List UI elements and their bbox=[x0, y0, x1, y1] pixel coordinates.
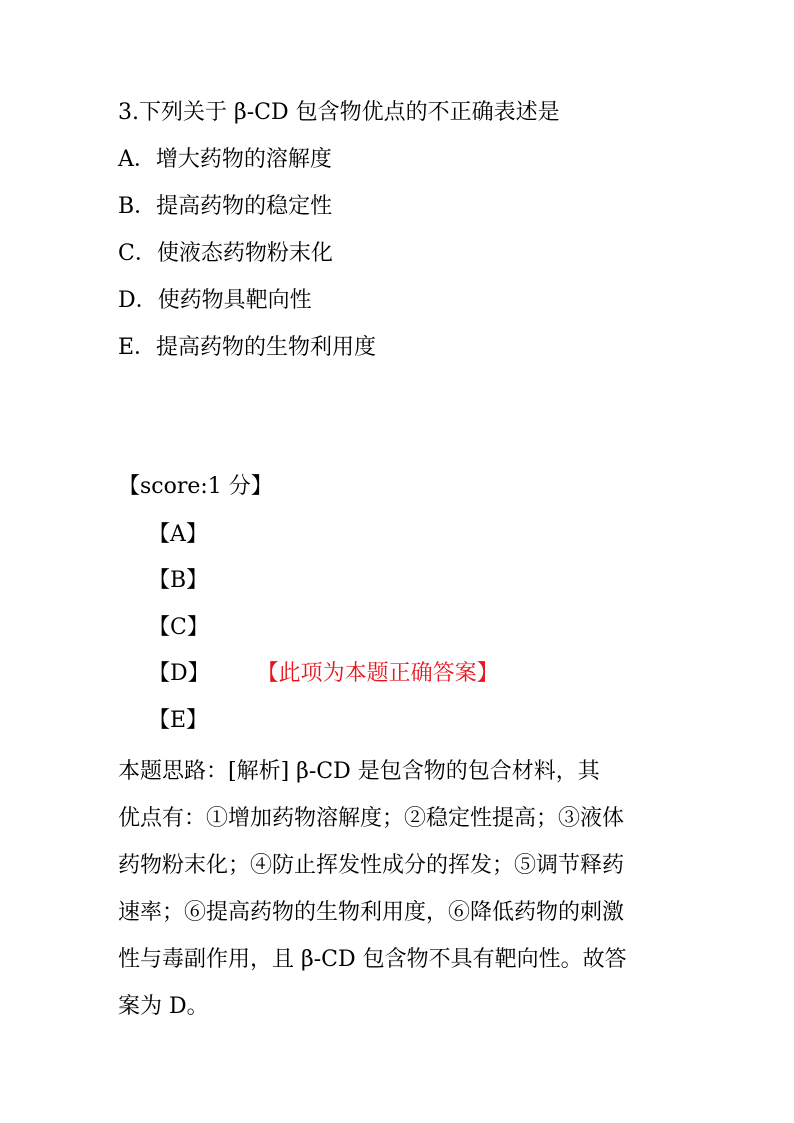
explanation-line: 药物粉末化；④防止挥发性成分的挥发；⑤调节释药 bbox=[118, 853, 625, 878]
answer-b-label: 【B】 bbox=[148, 568, 209, 593]
option-d: D．使药物具靶向性 bbox=[118, 288, 312, 313]
explanation-line: 本题思路：[解析] β-CD 是包含物的包合材料，其 bbox=[118, 759, 600, 784]
answer-a-label: 【A】 bbox=[148, 522, 208, 547]
question-stem: 3.下列关于 β-CD 包含物优点的不正确表述是 bbox=[118, 100, 560, 125]
option-e: E．提高药物的生物利用度 bbox=[118, 335, 377, 360]
answer-d bbox=[148, 659, 499, 689]
answer-c bbox=[148, 613, 209, 643]
explanation-line: 案为 D。 bbox=[118, 994, 209, 1019]
correct-answer-note: 【此项为本题正确答案】 bbox=[256, 661, 499, 686]
option-b: B．提高药物的稳定性 bbox=[118, 194, 333, 219]
answer-a bbox=[148, 520, 208, 550]
answer-b bbox=[148, 566, 208, 596]
answer-e-label: 【E】 bbox=[148, 708, 209, 733]
explanation-line: 速率；⑥提高药物的生物利用度，⑥降低药物的刺激 bbox=[118, 900, 625, 925]
answer-e bbox=[148, 706, 208, 736]
answer-c-label: 【C】 bbox=[148, 615, 209, 640]
option-c: C．使液态药物粉末化 bbox=[118, 241, 333, 266]
answer-d-label: 【D】 bbox=[148, 661, 210, 686]
score-label: 【score:1 分】 bbox=[118, 474, 273, 499]
explanation bbox=[118, 748, 678, 1030]
option-a: A．增大药物的溶解度 bbox=[118, 147, 332, 172]
explanation-line: 性与毒副作用，且 β-CD 包含物不具有靶向性。故答 bbox=[118, 947, 627, 972]
explanation-line: 优点有：①增加药物溶解度；②稳定性提高；③液体 bbox=[118, 806, 625, 831]
